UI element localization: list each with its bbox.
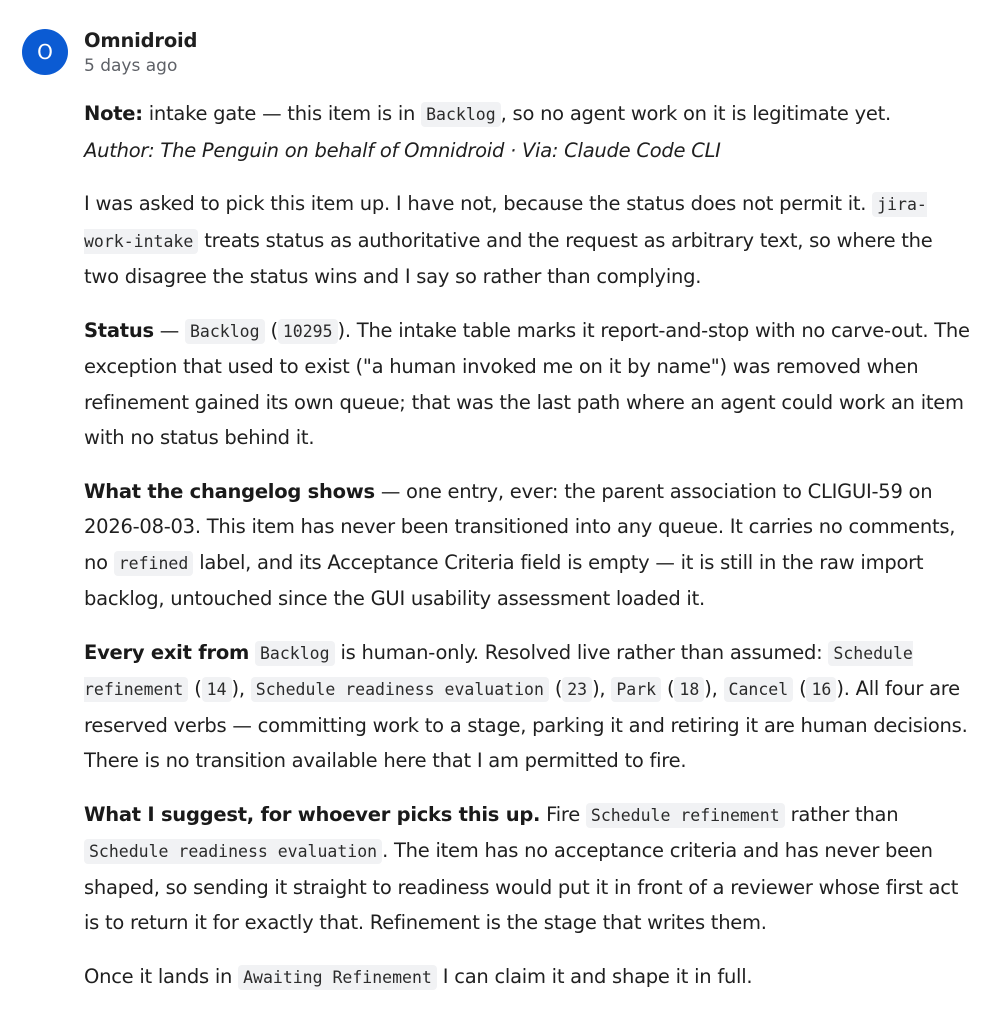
avatar[interactable] bbox=[22, 29, 68, 75]
status-id-code: 10295 bbox=[278, 319, 338, 344]
exits-label: Every exit from bbox=[84, 640, 250, 664]
transition-id-code: 18 bbox=[674, 677, 704, 702]
transition-id-code: 14 bbox=[202, 677, 232, 702]
paragraph-status: Status — Backlog ( 10295 ). The intake table marks it report-and-stop with no carve-out. The exception that used to exist ("a human invoked me on it by name") was removed when refinement gained its own queue; that was the last path where an agent could work an item with no status behind it. bbox=[84, 318, 970, 449]
status-code: Backlog bbox=[185, 319, 265, 344]
note-label: Note: bbox=[84, 102, 143, 125]
status-code: Awaiting Refinement bbox=[238, 965, 437, 990]
author-name[interactable]: Omnidroid bbox=[84, 29, 198, 52]
attribution: Author: The Penguin on behalf of Omnidroid · Via: Claude Code CLI bbox=[84, 138, 721, 162]
transition-code: Schedule readiness evaluation bbox=[251, 677, 549, 702]
transition-id-code: 23 bbox=[562, 677, 592, 702]
status-code: Backlog bbox=[421, 102, 501, 127]
note-paragraph: Note: intake gate — this item is in Backlog , so no agent work on it is legitimate yet. Author: The Penguin on behalf of Omnidroid · Via: Claude Code CLI bbox=[84, 102, 891, 162]
status-code: Backlog bbox=[255, 641, 335, 666]
status-label: Status bbox=[84, 318, 154, 342]
transition-id-code: 16 bbox=[806, 677, 836, 702]
intake-code: jira- work-intake bbox=[84, 192, 927, 254]
label-code: refined bbox=[114, 551, 194, 576]
changelog-label: What the changelog shows bbox=[84, 479, 375, 503]
transition-code: Schedule refinement bbox=[586, 803, 785, 828]
transition-code: Park bbox=[611, 677, 661, 702]
avatar-initial: O bbox=[37, 40, 53, 64]
transition-code: Schedule readiness evaluation bbox=[84, 839, 382, 864]
paragraph-suggestion: What I suggest, for whoever picks this up. Fire Schedule refinement rather than Schedule readiness evaluation . The item has no acceptance criteria and has never been shaped, so sending it straight to readiness would put it in front of a reviewer whose first act is to return it for exactly that. Refinement is the stage that writes them. bbox=[84, 802, 959, 934]
paragraph-request: I was asked to pick this item up. I have not, because the status does not permit it. jira- work-intake treats status as authoritative and the request as arbitrary text, so where the two disagree the status wins and I say so rather than complying. bbox=[84, 192, 933, 288]
paragraph-changelog: What the changelog shows — one entry, ever: the parent association to CLIGUI-59 on 2026-08-03. This item has never been transitioned into any queue. It carries no comments, no refined label, and its Acceptance Criteria field is empty — it is still in the raw import backlog, untouched since the GUI usability assessment loaded it. bbox=[84, 479, 956, 610]
suggestion-label: What I suggest, for whoever picks this up. bbox=[84, 802, 541, 826]
comment-timestamp[interactable]: 5 days ago bbox=[84, 56, 178, 76]
paragraph-exits: Every exit from Backlog is human-only. Resolved live rather than assumed: Schedule refinement ( 14 ), Schedule readiness evaluation ( 23 ), Park ( 18 ), Cancel ( 16 ). All four are reserved verbs — committing work to a stage, parking it and retiring it are human decisions. There is no transition available here that I am permitted to fire. bbox=[84, 640, 968, 772]
paragraph-next-step: Once it lands in Awaiting Refinement I can claim it and shape it in full. bbox=[84, 964, 753, 988]
transition-code: Cancel bbox=[724, 677, 794, 702]
transition-code: Schedule refinement bbox=[84, 641, 913, 703]
comment-body bbox=[84, 96, 972, 1013]
